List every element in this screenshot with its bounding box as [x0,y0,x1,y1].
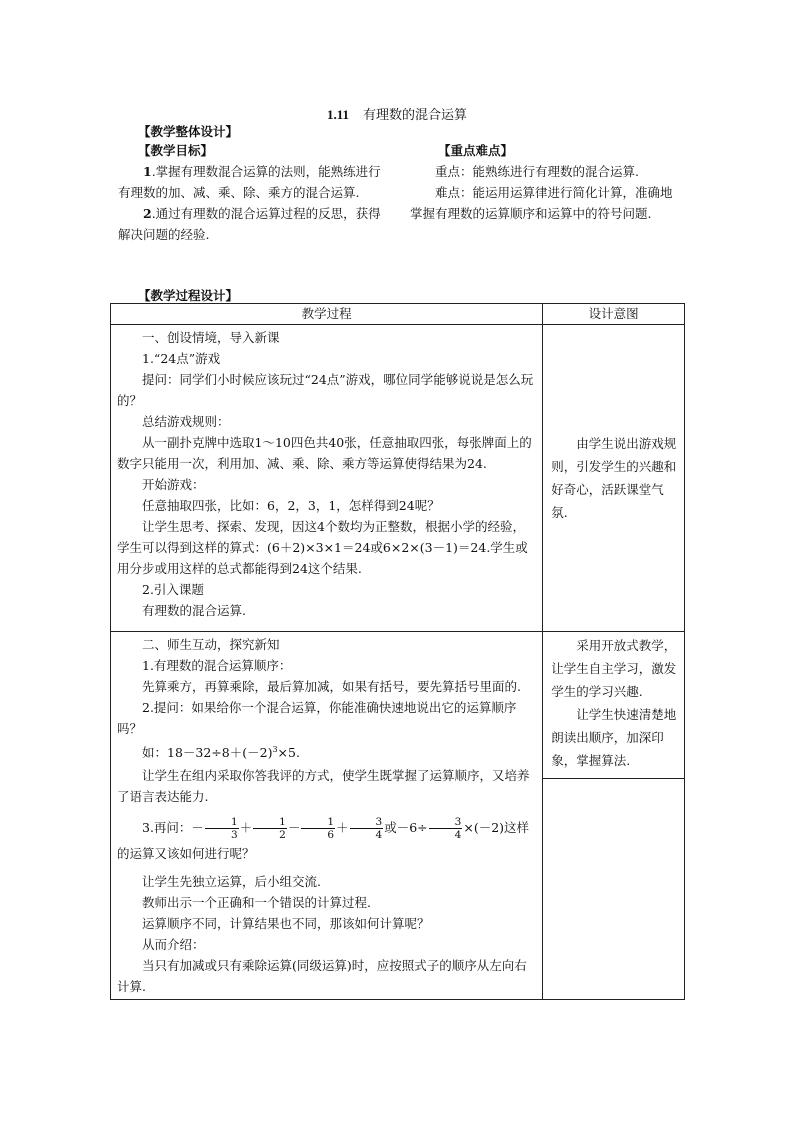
header-process: 教学过程 [111,304,543,325]
key-heading: 【重点难点】 [438,143,514,158]
overall-design-heading: 【教学整体设计】 [138,124,239,139]
goal-2: 2.通过有理数的混合运算过程的反思，获得解决问题的经验. [118,206,381,242]
title-text: 有理数的混合运算 [363,108,468,123]
row2-example: 如：$18-32\div 8+(-2)^3\times 5$. [142,745,300,761]
section-number: 1.11 [326,107,350,122]
row2-line: 从而介绍： [142,937,205,953]
fraction: $\frac{1}{2}$ [253,816,287,841]
table-row [111,632,685,1000]
difficult-point: 难点：能运用运算律进行简化计算，准确地掌握有理数的运算顺序和运算中的符号问题. [410,185,673,221]
row1-line: 提问：同学们小时候应该玩过“24点”游戏，哪位同学能够说说是怎么玩的？ [117,372,534,408]
table-row [111,325,685,632]
goal-1: 1.掌握有理数混合运算的法则，能熟练进行有理数的加、减、乘、除、乘方的混合运算. [118,164,381,200]
row2-line: 二、师生互动，探究新知 [142,637,280,652]
header-intent: 设计意图 [543,304,685,325]
intent-cell-2 [543,632,685,1000]
table-header-row [111,304,685,325]
row1-line: 任意抽取四张，比如：6，2，3，1，怎样得到24呢？ [142,498,440,513]
fraction: $\frac{1}{6}$ [301,816,335,841]
row1-line: 一、创设情境，导入新课 [142,330,280,345]
fraction: $\frac{3}{4}$ [350,816,384,841]
row2-line: 教师出示一个正确和一个错误的计算过程. [142,895,371,911]
row1-line: 1.“24点”游戏 [142,351,221,366]
row2-line: 先算乘方，再算乘除，最后算加减，如果有括号，要先算括号里面的. [142,679,521,694]
row1-line: 2.引入课题 [142,582,204,597]
row2-question-3: 3.再问：－ $\frac{1}{3}$ ＋ $\frac{1}{2}$ － $\frac{1}{6}$ ＋ $\frac{3}{4}$ 或－6÷ $\frac{3}{4}$ ×(－2)这样的运算又该如何进行呢？ [117,816,530,862]
goals-block [118,140,386,245]
row2-line: 当只有加减或只有乘除运算(同级运算)时，应按照式子的顺序从左向右计算. [117,958,527,995]
intent-cell-1 [543,325,685,632]
row1-line: 总结游戏规则： [142,414,230,429]
row1-line: 从一副扑克牌中选取1～10四色共40张，任意抽取四张，每张牌面上的数字只能用一次，利用加、减、乘、除、乘方等运算使得结果为24. [117,435,532,471]
process-heading: 【教学过程设计】 [138,288,239,303]
row2-line: 让学生先独立运算，后小组交流. [142,874,321,890]
key-points-block [410,140,680,224]
process-table [110,303,685,1000]
row1-line: 让学生思考、探索、发现，因这4个数均为正整数，根据小学的经验，学生可以得到这样的算式：(6＋2)×3×1＝24或6×2×(3－1)＝24.学生或用分步或用这样的总式都能得到24这个结果. [117,519,528,576]
row1-line: 开始游戏： [142,477,205,492]
process-cell-1 [111,325,543,632]
document-title [0,104,794,123]
fraction: $\frac{3}{4}$ [429,816,463,841]
intent-sub-1: 采用开放式教学，让学生自主学习，激发学生的学习兴趣. 让学生快速清楚地朗读出顺序，加深印象，掌握算法. [543,632,684,779]
goals-heading: 【教学目标】 [138,143,214,158]
row1-line: 有理数的混合运算. [142,603,246,618]
process-cell-2 [111,632,543,1000]
key-point: 重点：能熟练进行有理数的混合运算. [435,164,639,179]
intent-text: 由学生说出游戏规则，引发学生的兴趣和好奇心，活跃课堂气氛. [551,436,677,520]
row2-line: 1.有理数的混合运算顺序： [142,658,292,673]
row2-line: 运算顺序不同，计算结果也不同，那该如何计算呢？ [142,916,430,932]
row2-line: 2.提问：如果给你一个混合运算，你能准确快速地说出它的运算顺序吗？ [117,700,517,736]
row2-line: 让学生在组内采取你答我评的方式，使学生既掌握了运算顺序，又培养了语言表达能力. [117,768,530,805]
fraction: $\frac{1}{3}$ [205,816,239,841]
